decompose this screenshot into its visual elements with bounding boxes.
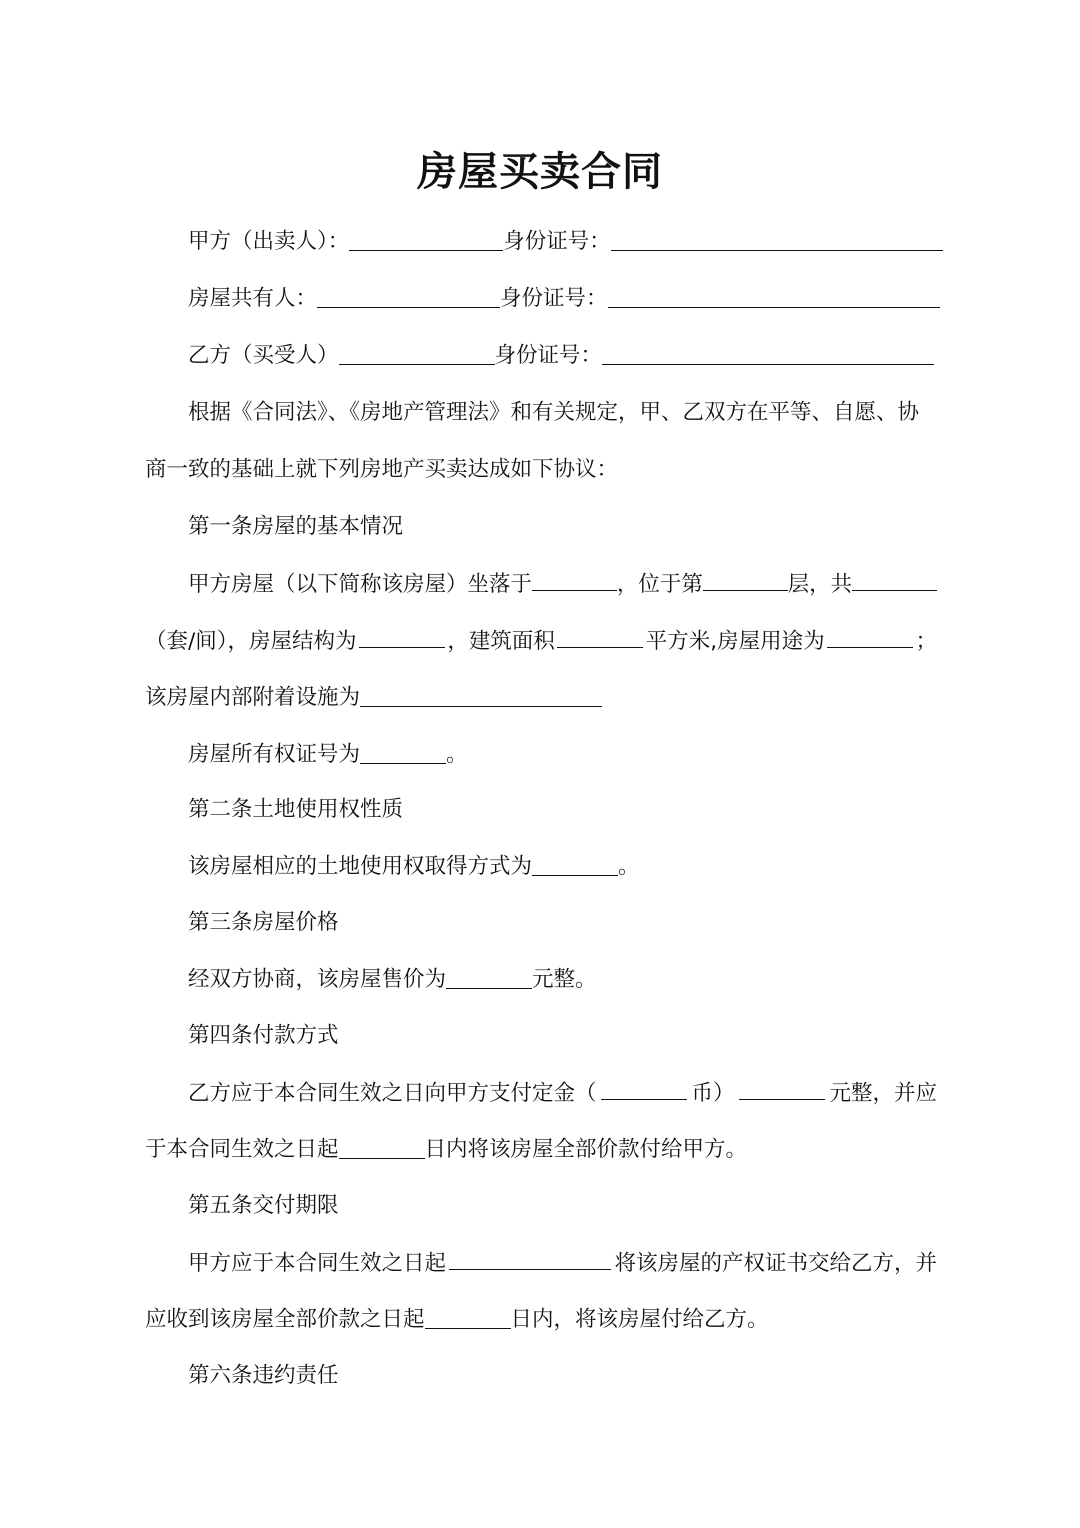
seller-name-blank[interactable] xyxy=(349,224,503,251)
price-unit: 元整。 xyxy=(532,967,597,992)
facilities-label: 该房屋内部附着设施为 xyxy=(145,685,361,710)
article-6-heading: 第六条违约责任 xyxy=(188,1363,339,1388)
facilities-blank[interactable] xyxy=(360,680,602,707)
handover-tail: 日内，将该房屋付给乙方。 xyxy=(510,1307,769,1332)
co-owner-id-label: 身份证号： xyxy=(500,286,608,311)
structure-label: （套/间），房屋结构为 xyxy=(145,629,357,654)
article-2-line-1 xyxy=(145,847,937,887)
article-3-heading: 第三条房屋价格 xyxy=(188,910,339,935)
article-1-line-3 xyxy=(145,678,937,718)
preamble-line-1: 根据《合同法》、《房地产管理法》和有关规定，甲、乙双方在平等、自愿、协 xyxy=(188,400,920,425)
currency-blank[interactable] xyxy=(601,1073,687,1100)
certificate-delivery-label: 甲方应于本合同生效之日起 xyxy=(188,1251,447,1276)
co-owner-id-blank[interactable] xyxy=(608,281,940,308)
location-label: 甲方房屋（以下简称该房屋）坐落于 xyxy=(188,572,533,597)
line-end-punct: ； xyxy=(915,629,937,654)
location-blank[interactable] xyxy=(532,564,617,591)
seller-id-label: 身份证号： xyxy=(503,229,611,254)
deposit-unit: 元整，并应 xyxy=(829,1081,937,1106)
buyer-line xyxy=(145,336,937,376)
payment-days-label: 于本合同生效之日起 xyxy=(145,1137,339,1162)
period: 。 xyxy=(446,742,468,767)
usage-label: 平方米,房屋用途为 xyxy=(645,629,825,654)
article-4-line-2 xyxy=(145,1130,937,1170)
co-owner-name-blank[interactable] xyxy=(317,281,500,308)
co-owner-line xyxy=(145,279,937,319)
article-5-line-1 xyxy=(145,1243,937,1283)
seller-id-blank[interactable] xyxy=(611,224,943,251)
seller-label: 甲方（出卖人）： xyxy=(188,229,350,254)
payment-days-blank[interactable] xyxy=(339,1132,425,1159)
article-1-line-2 xyxy=(145,621,937,661)
certificate-blank[interactable] xyxy=(360,737,446,764)
article-3-line-1 xyxy=(145,960,937,1000)
seller-line xyxy=(145,222,937,262)
co-owner-label: 房屋共有人： xyxy=(188,286,318,311)
price-label: 经双方协商，该房屋售价为 xyxy=(188,967,447,992)
floor-blank[interactable] xyxy=(703,564,788,591)
buyer-name-blank[interactable] xyxy=(339,338,495,365)
area-label: ，建筑面积 xyxy=(447,629,555,654)
land-right-blank[interactable] xyxy=(532,849,618,876)
article-4-heading: 第四条付款方式 xyxy=(188,1023,339,1048)
handover-label: 应收到该房屋全部价款之日起 xyxy=(145,1307,425,1332)
article-4-line-1 xyxy=(145,1073,937,1113)
article-1-heading: 第一条房屋的基本情况 xyxy=(188,514,404,539)
deposit-amount-blank[interactable] xyxy=(739,1073,825,1100)
price-blank[interactable] xyxy=(446,962,532,989)
document-title: 房屋买卖合同 xyxy=(417,149,663,195)
certificate-label: 房屋所有权证号为 xyxy=(188,742,361,767)
units-blank[interactable] xyxy=(852,564,937,591)
currency-label: 币） xyxy=(691,1081,735,1106)
handover-days-blank[interactable] xyxy=(425,1302,511,1329)
preamble-line-2: 商一致的基础上就下列房地产买卖达成如下协议： xyxy=(145,457,619,482)
article-1-line-1 xyxy=(145,564,937,604)
usage-blank[interactable] xyxy=(827,621,913,648)
buyer-label: 乙方（买受人） xyxy=(188,343,339,368)
period: 。 xyxy=(618,854,640,879)
article-1-line-4 xyxy=(145,735,937,775)
article-2-heading: 第二条土地使用权性质 xyxy=(188,797,404,822)
area-blank[interactable] xyxy=(557,621,643,648)
payment-tail: 日内将该房屋全部价款付给甲方。 xyxy=(424,1137,748,1162)
certificate-delivery-blank[interactable] xyxy=(449,1243,611,1270)
land-right-label: 该房屋相应的土地使用权取得方式为 xyxy=(188,854,533,879)
deposit-label: 乙方应于本合同生效之日向甲方支付定金（ xyxy=(188,1081,597,1106)
buyer-id-label: 身份证号： xyxy=(494,343,603,368)
floor-label: ，位于第 xyxy=(616,572,703,597)
article-5-line-2 xyxy=(145,1300,937,1340)
buyer-id-blank[interactable] xyxy=(602,338,934,365)
article-5-heading: 第五条交付期限 xyxy=(188,1193,339,1218)
structure-blank[interactable] xyxy=(359,621,445,648)
units-label: 层，共 xyxy=(787,572,853,597)
certificate-delivery-tail: 将该房屋的产权证书交给乙方，并 xyxy=(614,1251,937,1276)
